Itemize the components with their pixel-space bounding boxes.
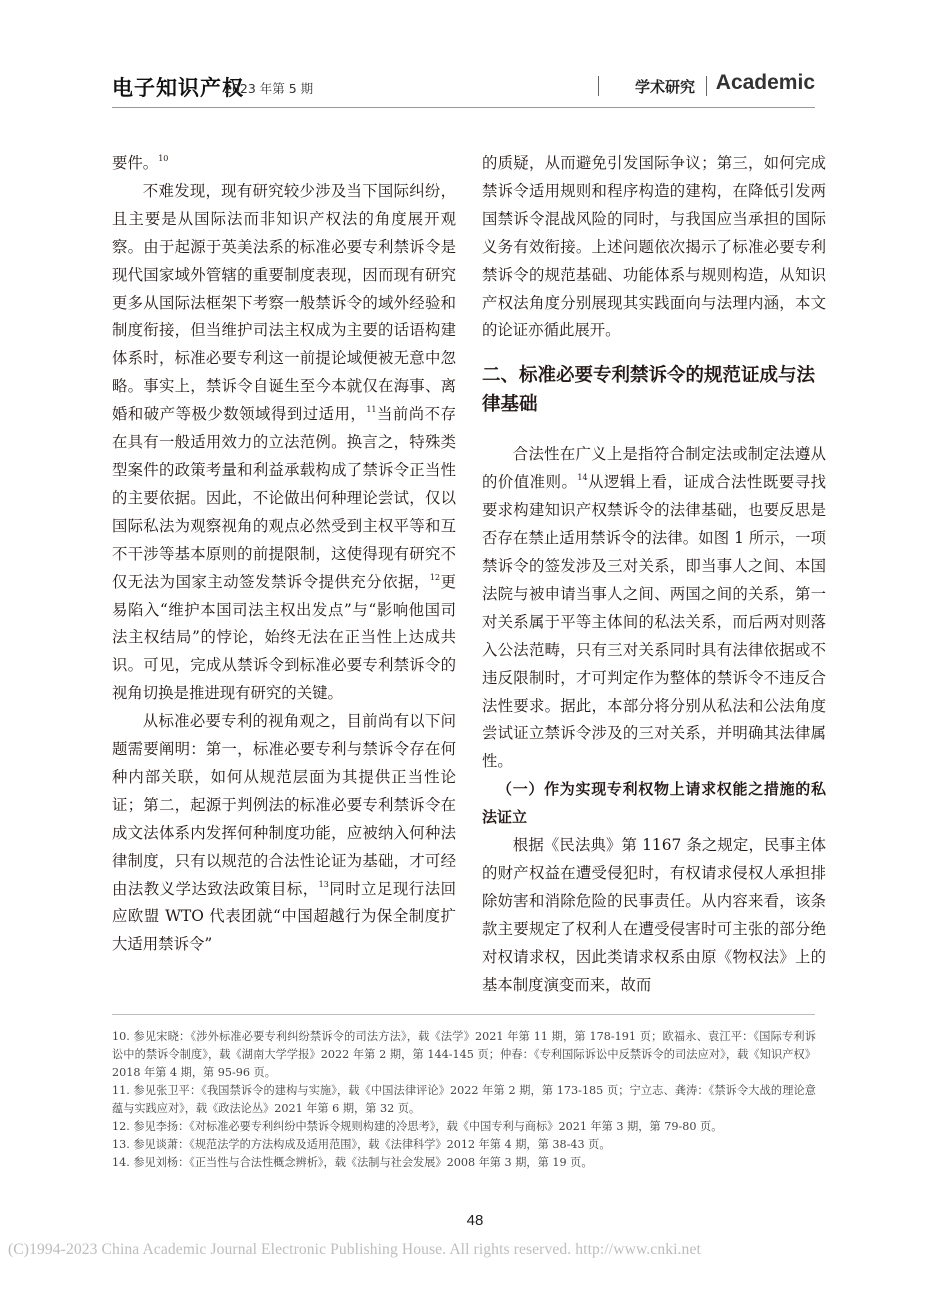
page-number: 48 [466, 1212, 484, 1229]
header-rule [112, 107, 815, 108]
footnote: 14. 参见刘杨：《正当性与合法性概念辨析》，载《法制与社会发展》2008 年第 3 期，第 19 页。 [112, 1156, 593, 1169]
page-header [112, 70, 815, 106]
footnote-ref[interactable]: 12 [429, 572, 441, 582]
copyright-watermark: (C)1994-2023 China Academic Journal Electronic Publishing House. All rights reserved. http://www.cnki.net [8, 1241, 701, 1258]
paragraph: 要件。$^{10}$ [112, 154, 169, 172]
footnote: 10. 参见宋晓：《涉外标准必要专利纠纷禁诉令的司法方法》，载《法学》2021 年第 11 期，第 178-191 页；欧福永、袁江平：《国际专利诉讼中的禁诉令制度》，载《湖南大学学报》2022 年第 2 期，第 144-145 页；仲春：《专利国际诉讼中反禁诉令的司法应对》，载《知识产权》2018 年第 4 期，第 95-96 页。 [112, 1030, 816, 1079]
paragraph: 的质疑，从而避免引发国际争议；第三，如何完成禁诉令适用规则和程序构造的建构，在降低引发两国禁诉令混战风险的同时，与我国应当承担的国际义务有效衔接。上述问题依次揭示了标准必要专利禁诉令的规范基础、功能体系与规则构造，从知识产权法角度分别展现其实践面向与法理内涵，本文的论证亦循此展开。 [482, 154, 826, 340]
issue-label: 2023 年第 5 期 [224, 81, 314, 96]
footnotes [112, 1028, 816, 1172]
paragraph: 不难发现，现有研究较少涉及当下国际纠纷，且主要是从国际法而非知识产权法的角度展开观察。由于起源于英美法系的标准必要专利禁诉令是现代国家域外管辖的重要制度表现，因而现有研究更多从国际法框架下考察一般禁诉令的域外经验和制度衔接，但当维护司法主权成为主要的话语构建体系时，标准必要专利这一前提论域便被无意中忽略。事实上，禁诉令自诞生至今本就仅在海事、离婚和破产等极少数领域得到过适用，$^{11}$当前尚不存在具有一般适用效力的立法范例。换言之，特殊类型案件的政策考量和利益承载构成了禁诉令正当性的主要依据。因此，不论做出何种理论尝试，仅以国际私法为观察视角的观点必然受到主权平等和互不干涉等基本原则的前提限制，这使得现有研究不仅无法为国家主动签发禁诉令提供充分依据，$^{12}$更易陷入“维护本国司法主权出发点”与“影响他国司法主权结局”的悖论，始终无法在正当性上达成共识。可见，完成从禁诉令到标准必要专利禁诉令的视角切换是推进现有研究的关键。 [112, 181, 456, 703]
footnote-ref[interactable]: 11 [366, 405, 377, 415]
paragraph: 根据《民法典》第 1167 条之规定，民事主体的财产权益在遭受侵犯时，有权请求侵权人承担排除妨害和消除危险的民事责任。从内容来看，该条款主要规定了权利人在遭受侵害时可主张的部分绝对权请求权，因此类请求权系由原《物权法》上的基本制度演变而来，故而 [482, 836, 826, 994]
footnote-ref[interactable]: 14 [577, 473, 588, 483]
footnote: 13. 参见谈萧：《规范法学的方法构成及适用范围》，载《法律科学》2012 年第 4 期，第 38-43 页。 [112, 1138, 611, 1151]
footnote-rule [112, 1014, 815, 1015]
footnote: 12. 参见李扬：《对标准必要专利纠纷中禁诉令规则构建的冷思考》，载《中国专利与商标》2021 年第 3 期，第 79-80 页。 [112, 1120, 723, 1133]
footnote: 11. 参见张卫平：《我国禁诉令的建构与实施》，载《中国法律评论》2022 年第 2 期，第 173-185 页；宁立志、龚涛：《禁诉令大战的理论意蕴与实践应对》，载《政法论丛》2021 年第 6 期，第 32 页。 [112, 1084, 816, 1115]
paragraph: 从标准必要专利的视角观之，目前尚有以下问题需要阐明：第一，标准必要专利与禁诉令存在何种内部关联，如何从规范层面为其提供正当性论证；第二，起源于判例法的标准必要专利禁诉令在成文法体系内发挥何种制度功能，应被纳入何种法律制度，只有以规范的合法性论证为基础，才可经由法教义学达致法政策目标，$^{13}$同时立足现行法回应欧盟 WTO 代表团就“中国超越行为保全制度扩大适用禁诉令” [112, 712, 456, 954]
right-column [482, 150, 826, 999]
footnote-ref[interactable]: 13 [318, 879, 329, 889]
header-divider [706, 76, 707, 96]
footnote-ref[interactable]: 10 [158, 154, 169, 163]
left-column [112, 150, 456, 959]
subsection-heading: （一）作为实现专利权物上请求权能之措施的私法证立 [482, 780, 826, 827]
section-label-en: Academic [715, 71, 815, 94]
paragraph: 合法性在广义上是指符合制定法或制定法遵从的价值准则。$^{14}$从逻辑上看，证成合法性既要寻找要求构建知识产权禁诉令的法律基础，也要反思是否存在禁止适用禁诉令的法律。如图 1 所示，一项禁诉令的签发涉及三对关系，即当事人之间、本国法院与被申请当事人之间、两国之间的关系，第一对关系属于平等主体间的私法关系，而后两对则落入公法范畴，只有三对关系同时具有法律依据或不违反限制时，才可判定作为整体的禁诉令不违反合法性要求。据此，本部分将分别从私法和公法角度尝试证立禁诉令涉及的三对关系，并明确其法律属性。 [482, 445, 826, 771]
section-label-cn: 学术研究 [634, 78, 695, 96]
journal-logo: 电子知识产权 [112, 75, 244, 100]
header-divider [598, 76, 599, 96]
section-heading: 二、标准必要专利禁诉令的规范证成与法律基础 [482, 365, 816, 416]
